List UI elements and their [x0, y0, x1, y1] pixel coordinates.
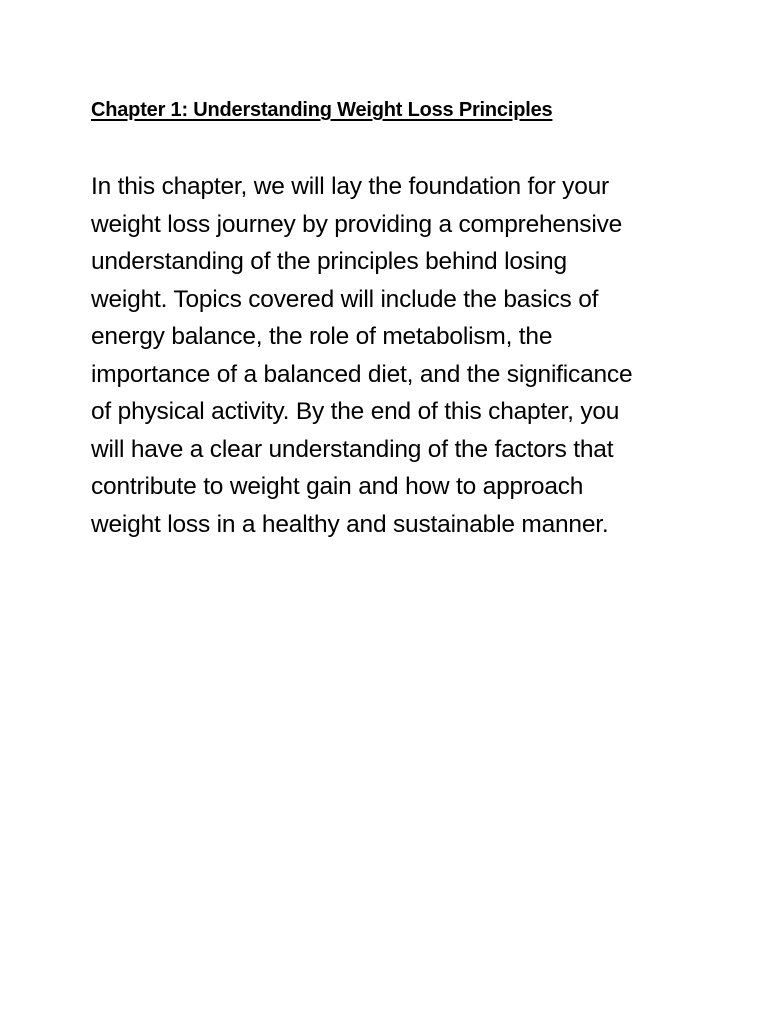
body-line: will have a clear understanding of the factors that — [91, 435, 614, 463]
chapter-body-paragraph — [91, 168, 691, 543]
body-line: of physical activity. By the end of this chapter, you — [91, 398, 620, 425]
body-line: energy balance, the role of metabolism, the — [91, 323, 553, 350]
body-line: weight loss in a healthy and sustainable manner. — [91, 510, 609, 538]
body-line: In this chapter, we will lay the foundation for your — [91, 173, 610, 200]
body-line: understanding of the principles behind losing — [91, 248, 567, 275]
body-line: weight loss journey by providing a comprehensive — [91, 210, 623, 238]
body-line: contribute to weight gain and how to approach — [91, 473, 584, 500]
chapter-heading: Chapter 1: Understanding Weight Loss Principles — [91, 99, 553, 121]
body-line: weight. Topics covered will include the basics of — [91, 285, 599, 313]
body-line: importance of a balanced diet, and the significance — [91, 360, 633, 388]
